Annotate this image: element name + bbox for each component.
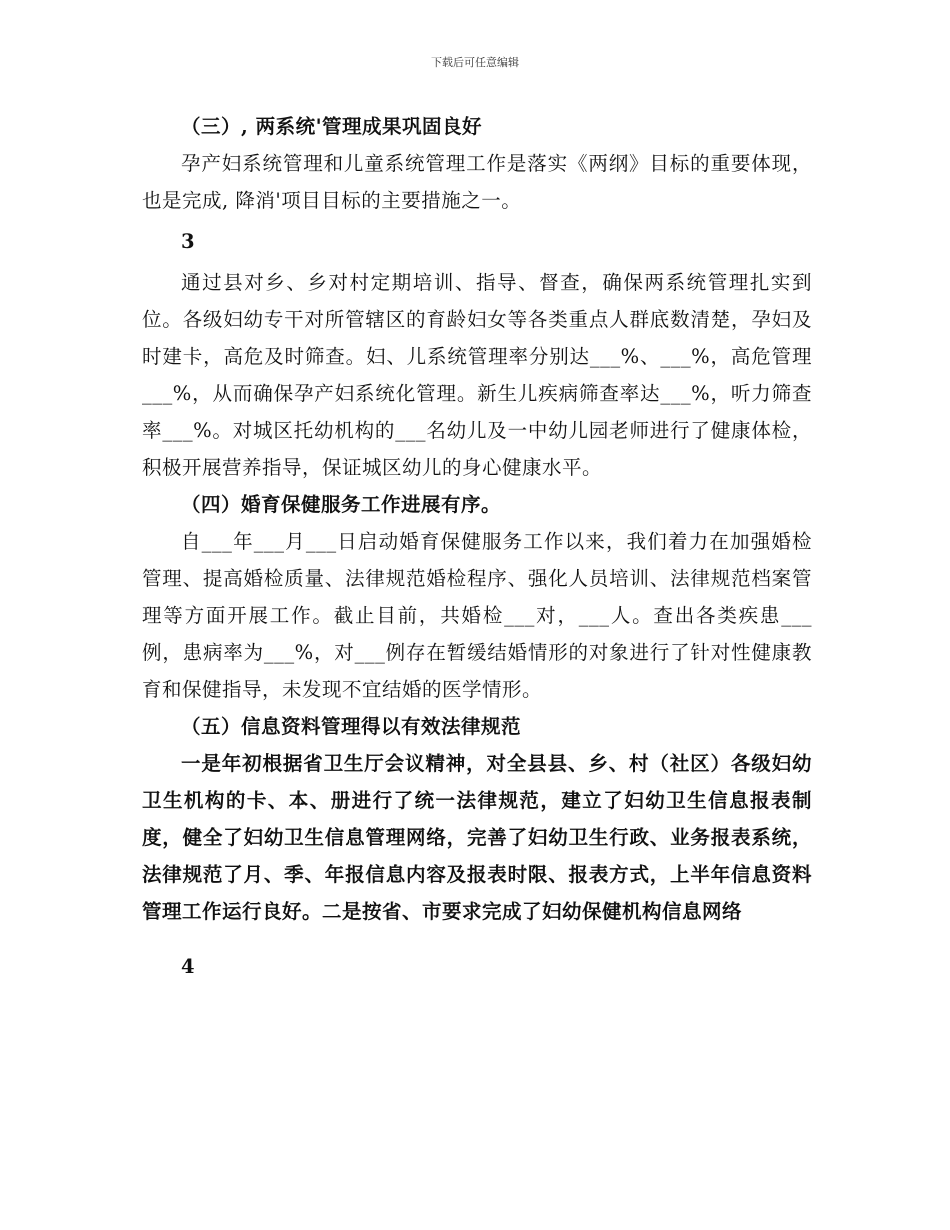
section-heading-5: （五）信息资料管理得以有效法律规范: [181, 715, 522, 738]
paragraph-3b: 通过县对乡、乡对村定期培训、指导、督查，确保两系统管理扎实到位。各级妇幼专干对所管辖区的育龄妇女等各类重点人群底数清楚，孕妇及时建卡，高危及时筛查。妇、儿系统管理率分别达___%、___%，高危管理___%，从而确保孕产妇系统化管理。新生儿疾病筛查率达___%，听力筛查率___%。对城区托幼机构的___名幼儿及一中幼儿园老师进行了健康体检，积极开展营养指导，保证城区幼儿的身心健康水平。: [142, 271, 812, 479]
paragraph-3a: 孕产妇系统管理和儿童系统管理工作是落实《两纲》目标的重要体现，也是完成, 降消'项目目标的主要措施之一。: [142, 152, 812, 212]
page-number-3: 3: [181, 230, 196, 253]
section-heading-4: （四）婚育保健服务工作进展有序。: [181, 493, 502, 516]
page-header: 下载后可任意编辑: [431, 56, 519, 69]
section-heading-3: （三）, 两系统'管理成果巩固良好: [181, 115, 483, 138]
document-body: [142, 108, 812, 989]
page-number-4: 4: [181, 955, 196, 978]
paragraph-5: 一是年初根据省卫生厅会议精神，对全县县、乡、村（社区）各级妇幼卫生机构的卡、本、册进行了统一法律规范，建立了妇幼卫生信息报表制度，健全了妇幼卫生信息管理网络，完善了妇幼卫生行政、业务报表系统，法律规范了月、季、年报信息内容及报表时限、报表方式，上半年信息资料管理工作运行良好。二是按省、市要求完成了妇幼保健机构信息网络: [142, 752, 812, 923]
paragraph-4: 自___年___月___日启动婚育保健服务工作以来，我们着力在加强婚检管理、提高婚检质量、法律规范婚检程序、强化人员培训、法律规范档案管理等方面开展工作。截止目前，共婚检___对，___人。查出各类疾患___例，患病率为___%，对___例存在暂缓结婚情形的对象进行了针对性健康教育和保健指导，未发现不宜结婚的医学情形。: [142, 530, 812, 701]
